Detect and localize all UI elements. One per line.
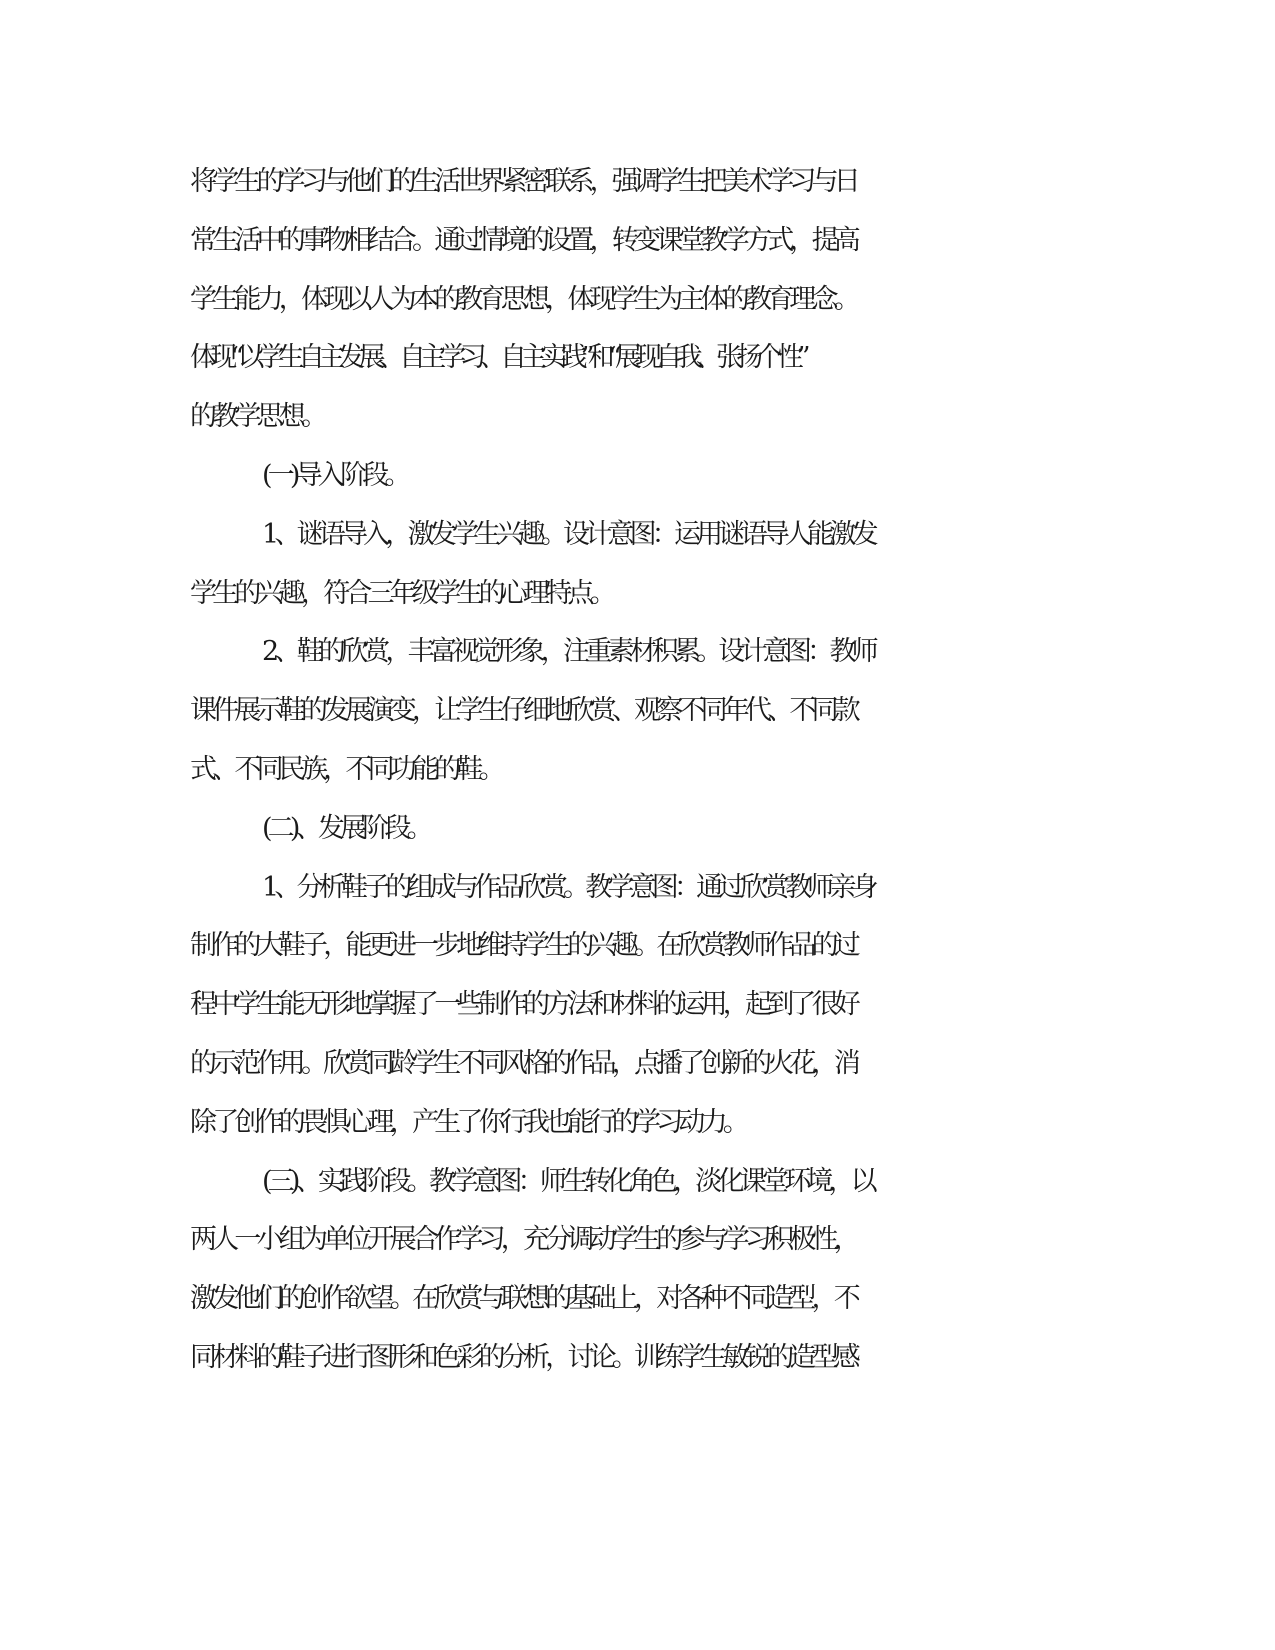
text-line: 激发他们的创作欲望。在欣赏与联想的基础上，对各种不同造型，不 xyxy=(190,1283,856,1314)
section-heading: (一)导入阶段。 xyxy=(262,460,407,491)
section-heading: (二)、发展阶段。 xyxy=(262,813,429,844)
text-line: 1、谜语导入，激发学生兴趣。设计意图：运用谜语导人能激发 xyxy=(262,519,874,550)
text-line: 程中学生能无形地掌握了一些制作的方法和材料的运用，起到了很好 xyxy=(190,989,856,1020)
text-line: 制作的大鞋子，能更进一步地维持学生的兴趣。在欣赏教师作品的过 xyxy=(190,930,856,961)
text-line: 的教学思想。 xyxy=(190,401,324,432)
text-line: 体现“以学生自主发展、自主学习、自主实践”和“展现自我、张扬个性” xyxy=(190,342,804,373)
text-line: 课件展示鞋的发展演变，让学生仔细地欣赏、观察不同年代、不同款 xyxy=(190,695,856,726)
text-line: 1、分析鞋子的组成与作品欣赏。教学意图：通过欣赏教师亲身 xyxy=(262,872,874,903)
text-line: 两人一小组为单位开展合作学习，充分调动学生的参与学习积极性， xyxy=(190,1224,856,1255)
text-line: 同材料的鞋子进行图形和色彩的分析，讨论。训练学生敏锐的造型感 xyxy=(190,1342,856,1373)
text-line: 学生的兴趣，符合三年级学生的心理特点。 xyxy=(190,578,612,609)
text-line: 学生能力，体现以人为本的教育思想，体现学生为主体的教育理念。 xyxy=(190,284,856,315)
section-heading: (三)、实践阶段。教学意图：师生转化角色，淡化课堂环境，以 xyxy=(262,1166,873,1197)
text-line: 除了创作的畏惧心理，产生了你行我也能行的学习动力。 xyxy=(190,1107,745,1138)
text-line: 常生活中的事物相结合。通过情境的设置，转变课堂教学方式，提高 xyxy=(190,225,856,256)
text-line: 式、不同民族，不同功能的鞋。 xyxy=(190,754,501,785)
text-line: 将学生的学习与他们的生活世界紧密联系，强调学生把美术学习与日 xyxy=(190,166,856,197)
text-line: 的示范作用。欣赏同龄学生不同风格的作品，点播了创新的火花，消 xyxy=(190,1048,856,1079)
text-line: 2、鞋的欣赏，丰富视觉形象，注重素材积累。设计意图：教师 xyxy=(262,636,874,667)
